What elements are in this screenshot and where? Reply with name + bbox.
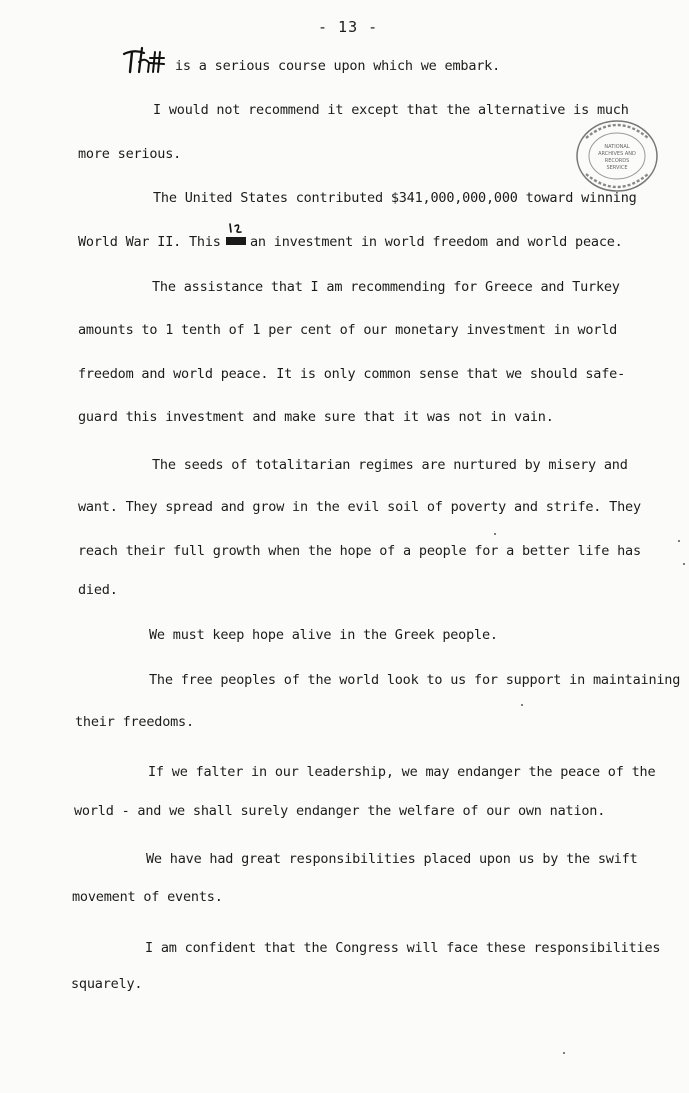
text-line-15: We must keep hope alive in the Greek people.	[149, 627, 498, 643]
text-line-9: freedom and world peace. It is only common sense that we should safe-	[78, 366, 626, 382]
text-line-17: their freedoms.	[75, 714, 194, 730]
text-line-4: The United States contributed $341,000,000,000 toward winning	[153, 190, 637, 206]
text-line-13: reach their full growth when the hope of a people for a better life has	[78, 543, 641, 559]
text-line-10: guard this investment and make sure that it was not in vain.	[78, 409, 554, 425]
text-line-1: is a serious course upon which we embark.	[175, 58, 501, 74]
svg-text:RECORDS: RECORDS	[604, 158, 630, 164]
text-line-8: amounts to 1 tenth of 1 per cent of our monetary investment in world	[78, 322, 618, 338]
text-line-2: I would not recommend it except that the alternative is much	[153, 102, 629, 118]
text-line-16: The free peoples of the world look to us for support in maintaining	[149, 672, 681, 688]
text-line-3: more serious.	[78, 146, 182, 162]
svg-text:ARCHIVES AND: ARCHIVES AND	[598, 151, 636, 157]
text-line-20: We have had great responsibilities placed upon us by the swift	[146, 851, 638, 867]
text-line-18: If we falter in our leadership, we may endanger the peace of the	[148, 764, 656, 780]
text-line-6: an investment in world freedom and world peace.	[250, 234, 623, 250]
page-number: - 13 -	[318, 18, 379, 36]
text-line-12: want. They spread and grow in the evil soil of poverty and strife. They	[78, 499, 641, 515]
text-line-5: World War II. This	[78, 234, 221, 250]
svg-text:SERVICE: SERVICE	[606, 165, 628, 171]
scan-speck	[563, 1052, 565, 1054]
text-line-22: I am confident that the Congress will face these responsibilities	[145, 940, 661, 956]
scan-speck	[683, 563, 685, 565]
archive-stamp	[572, 116, 662, 196]
handwritten-correction-is	[226, 220, 246, 250]
text-line-14: died.	[78, 582, 118, 598]
handwritten-correction-this	[120, 44, 176, 78]
text-line-23: squarely.	[71, 976, 143, 992]
scan-speck	[521, 704, 523, 706]
scan-speck	[494, 533, 496, 535]
scan-speck	[678, 540, 680, 542]
svg-text:NATIONAL: NATIONAL	[604, 144, 630, 150]
text-line-7: The assistance that I am recommending for Greece and Turkey	[152, 279, 620, 295]
text-line-11: The seeds of totalitarian regimes are nurtured by misery and	[152, 457, 628, 473]
text-line-19: world - and we shall surely endanger the welfare of our own nation.	[74, 803, 606, 819]
text-line-21: movement of events.	[72, 889, 223, 905]
